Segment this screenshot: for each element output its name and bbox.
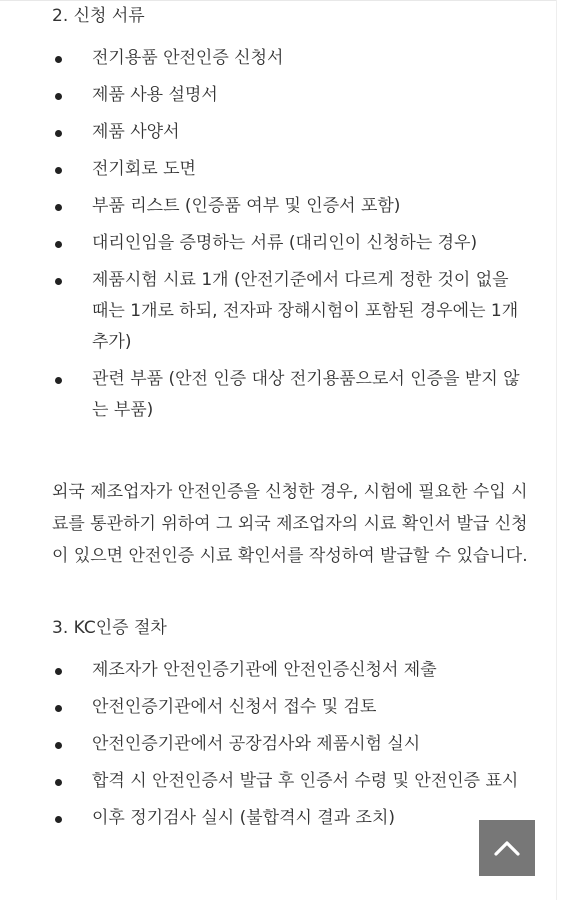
bullet-icon: [55, 167, 62, 174]
bullet-icon: [55, 705, 62, 712]
list-item-text: 전기용품 안전인증 신청서: [92, 48, 284, 68]
list-item: [52, 265, 530, 358]
list-item: [52, 692, 530, 723]
scroll-to-top-button[interactable]: [479, 820, 535, 876]
bullet-icon: [55, 241, 62, 248]
list-item-text: 관련 부품 (안전 인증 대상 전기용품으로서 인증을 받지 않는 부품): [92, 369, 520, 420]
list-item-text: 대리인임을 증명하는 서류 (대리인이 신청하는 경우): [92, 233, 478, 253]
foreign-manufacturer-paragraph: 외국 제조업자가 안전인증을 신청한 경우, 시험에 필요한 수입 시료를 통관하기 위하여 그 외국 제조업자의 시료 확인서 발급 신청이 있으면 안전인증 시료 확인서를 작성하여 발급할 수 있습니다.: [52, 482, 528, 566]
bullet-icon: [55, 56, 62, 63]
bullet-icon: [55, 377, 62, 384]
bullet-icon: [55, 93, 62, 100]
list-item: [52, 228, 530, 259]
bullet-icon: [55, 278, 62, 285]
section-2-list: [52, 43, 530, 426]
list-item-text: 안전인증기관에서 신청서 접수 및 검토: [92, 697, 377, 717]
section-3-list: [52, 655, 530, 834]
bullet-icon: [55, 816, 62, 823]
list-item: [52, 43, 530, 74]
list-item: [52, 655, 530, 686]
right-divider: [556, 0, 557, 900]
list-item: [52, 364, 530, 426]
chevron-up-icon: [494, 840, 520, 856]
list-item-text: 전기회로 도면: [92, 159, 196, 179]
list-item: [52, 154, 530, 185]
list-item: [52, 766, 530, 797]
bullet-icon: [55, 668, 62, 675]
list-item: [52, 803, 530, 834]
article-content: [52, 0, 530, 834]
list-item-text: 합격 시 안전인증서 발급 후 인증서 수령 및 안전인증 표시: [92, 771, 519, 791]
list-item-text: 제조자가 안전인증기관에 안전인증신청서 제출: [92, 660, 437, 680]
list-item: [52, 729, 530, 760]
bullet-icon: [55, 130, 62, 137]
list-item-text: 제품 사양서: [92, 122, 180, 142]
list-item: [52, 117, 530, 148]
bullet-icon: [55, 742, 62, 749]
list-item-text: 안전인증기관에서 공장검사와 제품시험 실시: [92, 734, 421, 754]
list-item-text: 제품 사용 설명서: [92, 85, 218, 105]
section-2-heading: 2. 신청 서류: [52, 6, 145, 26]
section-3-heading: 3. KC인증 절차: [52, 618, 167, 638]
list-item-text: 부품 리스트 (인증품 여부 및 인증서 포함): [92, 196, 401, 216]
bullet-icon: [55, 204, 62, 211]
list-item: [52, 80, 530, 111]
list-item-text: 제품시험 시료 1개 (안전기준에서 다르게 정한 것이 없을 때는 1개로 하되, 전자파 장해시험이 포함된 경우에는 1개 추가): [92, 270, 519, 352]
list-item-text: 이후 정기검사 실시 (불합격시 결과 조치): [92, 808, 396, 828]
bullet-icon: [55, 779, 62, 786]
list-item: [52, 191, 530, 222]
